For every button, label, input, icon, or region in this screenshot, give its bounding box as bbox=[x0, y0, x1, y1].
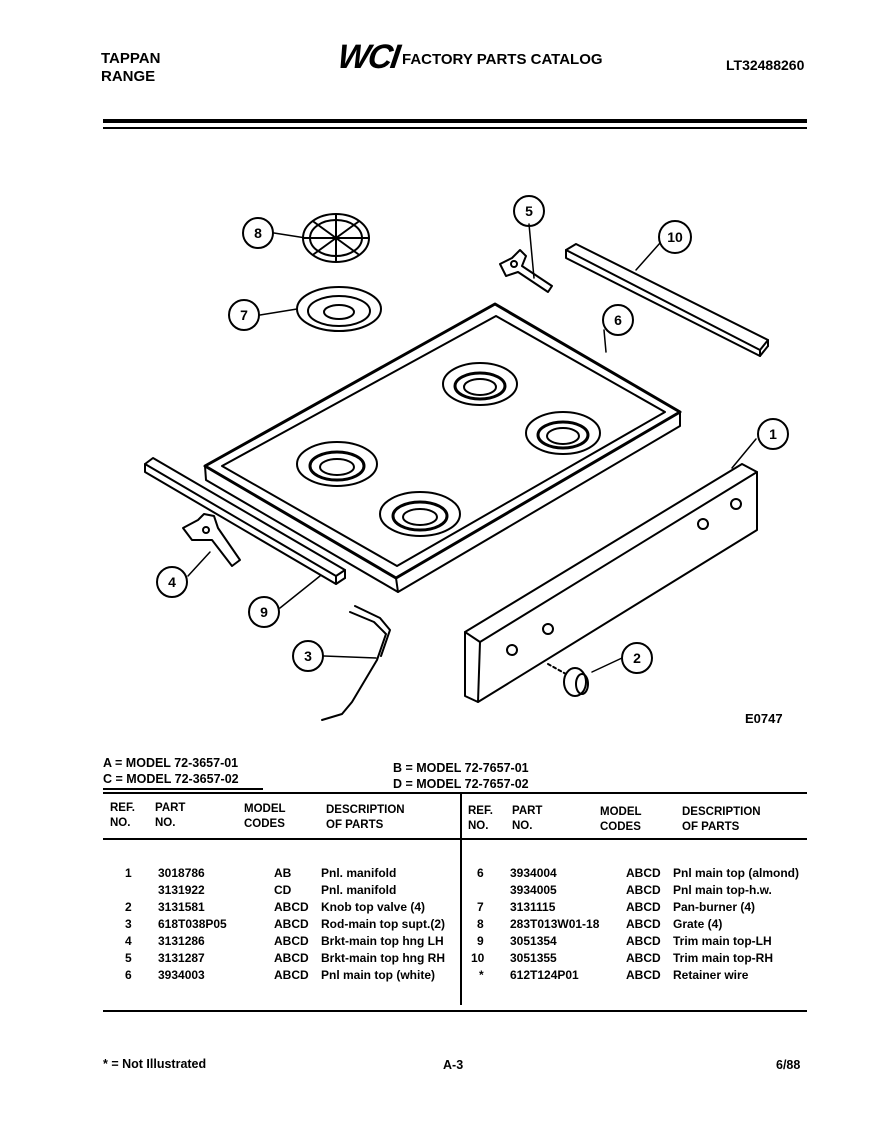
model-d: D = MODEL 72-7657-02 bbox=[393, 777, 529, 791]
valve-knob bbox=[548, 664, 588, 696]
callout-1: 1 bbox=[769, 426, 777, 442]
callout-7: 7 bbox=[240, 307, 248, 323]
trim-main-top-rh bbox=[566, 244, 768, 356]
model-c: C = MODEL 72-3657-02 bbox=[103, 772, 239, 786]
header-part-right: PART NO. bbox=[512, 805, 543, 832]
table-column-divider bbox=[460, 793, 462, 1005]
callout-3: 3 bbox=[304, 648, 312, 664]
table-header-rule bbox=[103, 838, 807, 840]
catalog-date: 6/88 bbox=[776, 1058, 801, 1072]
callout-circles bbox=[157, 196, 788, 673]
callout-2: 2 bbox=[633, 650, 641, 666]
trim-main-top-lh bbox=[145, 458, 345, 584]
header-ref-right: REF. NO. bbox=[468, 805, 493, 832]
callout-5: 5 bbox=[525, 203, 533, 219]
header-ref-left: REF. NO. bbox=[110, 802, 135, 829]
header-desc-left: DESCRIPTION OF PARTS bbox=[326, 804, 405, 831]
catalog-title: FACTORY PARTS CATALOG bbox=[402, 51, 603, 68]
brand-line-2: RANGE bbox=[101, 68, 156, 85]
header-desc-right: DESCRIPTION OF PARTS bbox=[682, 806, 761, 833]
table-bottom-rule bbox=[103, 1010, 807, 1012]
header-model-left: MODEL CODES bbox=[244, 803, 286, 830]
footnote: * = Not Illustrated bbox=[103, 1057, 207, 1071]
callout-6: 6 bbox=[614, 312, 622, 328]
model-b: B = MODEL 72-7657-01 bbox=[393, 761, 529, 775]
callout-10: 10 bbox=[667, 229, 683, 245]
grate bbox=[303, 214, 369, 262]
callout-9: 9 bbox=[260, 604, 268, 620]
brand-line-1: TAPPAN bbox=[101, 50, 161, 67]
document-id: LT32488260 bbox=[726, 57, 805, 73]
header-part-left: PART NO. bbox=[155, 802, 186, 829]
figure-code: E0747 bbox=[745, 711, 783, 726]
burner-pan bbox=[297, 287, 381, 331]
hinge-bracket-rh bbox=[500, 250, 552, 292]
callout-8: 8 bbox=[254, 225, 262, 241]
manifold-panel bbox=[465, 464, 757, 702]
table-top-rule bbox=[103, 792, 807, 794]
model-a: A = MODEL 72-3657-01 bbox=[103, 756, 239, 770]
callout-4: 4 bbox=[168, 574, 176, 590]
page-number: A-3 bbox=[443, 1058, 464, 1072]
model-rule-left bbox=[103, 788, 263, 790]
header-model-right: MODEL CODES bbox=[600, 806, 642, 833]
support-rod bbox=[322, 606, 390, 720]
wci-logo: WCI bbox=[335, 38, 401, 76]
